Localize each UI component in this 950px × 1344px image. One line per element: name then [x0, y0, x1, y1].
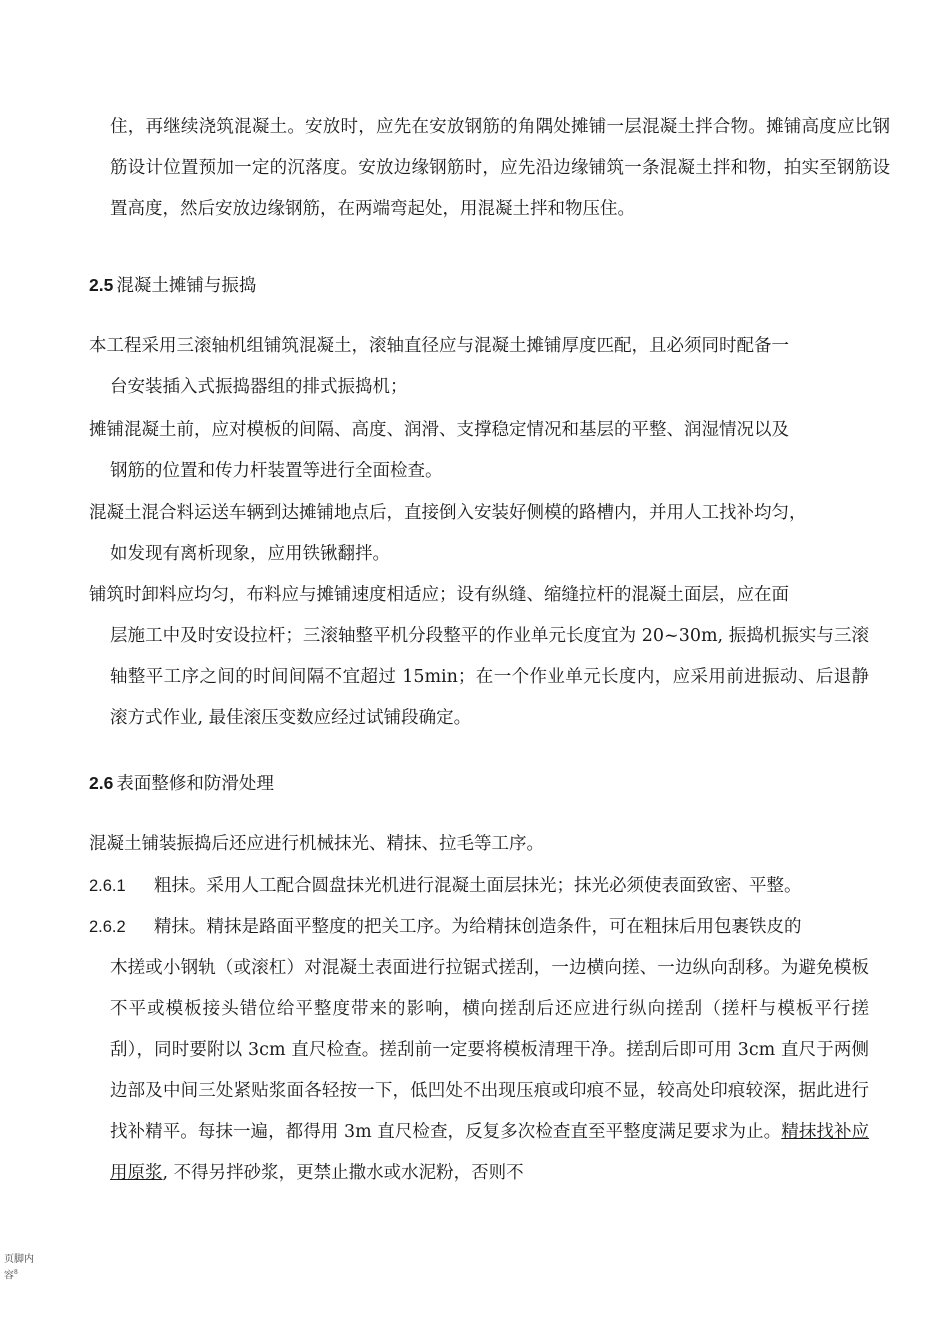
- item-number: 2.6.1: [89, 877, 126, 895]
- page-footer: [4, 1253, 40, 1282]
- paragraph-rest: 如发现有离析现象，应用铁锹翻拌。: [110, 544, 390, 564]
- paragraph-first-line: 本工程采用三滚轴机组铺筑混凝土，滚轴直径应与混凝土摊铺厚度匹配，且必须同时配备一: [89, 336, 789, 356]
- numbered-item-2-6-1: [89, 866, 869, 907]
- underlined-phrase: 精抹找补应用原浆: [110, 1122, 870, 1183]
- paragraph-transport: [89, 493, 869, 575]
- paragraph-pre-inspection: [89, 410, 869, 492]
- paragraph-unloading: [89, 575, 869, 739]
- footer-text: 页脚内容: [4, 1254, 34, 1282]
- paragraph-rest: 层施工中及时安设拉杆；三滚轴整平机分段整平的作业单元长度宜为 20~30m, 振捣机振实与三滚轴整平工序之间的时间间隔不宜超过 15min；在一个作业单元长度内，应采用前进振动、后退静滚方式作业, 最佳滚压变数应经过试铺段确定。: [110, 626, 869, 728]
- paragraph-rolling-axle: [89, 326, 869, 408]
- section-number: 2.6: [89, 773, 114, 793]
- section-title: 表面整修和防滑处理: [116, 774, 274, 794]
- paragraph-continuation: [89, 107, 890, 230]
- paragraph-first-line: 铺筑时卸料应均匀，布料应与摊铺速度相适应；设有纵缝、缩缝拉杆的混凝土面层，应在面: [89, 585, 789, 605]
- numbered-item-2-6-2: [89, 907, 869, 1194]
- page-number: 8: [14, 1269, 18, 1276]
- section-heading-2-5: [89, 270, 256, 301]
- item-first-line: 精抹。精抹是路面平整度的把关工序。为给精抹创造条件，可在粗抹后用包裹铁皮的: [154, 917, 802, 937]
- paragraph-first-line: 混凝土混合料运送车辆到达摊铺地点后，直接倒入安装好侧模的路槽内，并用人工找补均匀，: [89, 503, 807, 523]
- item-rest: [89, 948, 869, 1194]
- item-text: 粗抹。采用人工配合圆盘抹光机进行混凝土面层抹光；抹光必须使表面致密、平整。: [154, 876, 802, 896]
- paragraph-rest: 钢筋的位置和传力杆装置等进行全面检查。: [110, 461, 443, 481]
- section-heading-2-6: [89, 768, 274, 799]
- item-number: 2.6.2: [89, 918, 126, 936]
- paragraph-text: 混凝土铺装振捣后还应进行机械抹光、精抹、拉毛等工序。: [89, 834, 544, 854]
- paragraph-rest: 台安装插入式振捣器组的排式振捣机；: [110, 377, 408, 397]
- paragraph-finishing-intro: [89, 824, 869, 865]
- section-number: 2.5: [89, 275, 114, 295]
- section-title: 混凝土摊铺与振捣: [116, 276, 257, 296]
- paragraph-text: 住，再继续浇筑混凝土。安放时，应先在安放钢筋的角隅处摊铺一层混凝土拌合物。摊铺高度应比钢筋设计位置预加一定的沉落度。安放边缘钢筋时，应先沿边缘铺筑一条混凝土拌和物，拍实至钢筋设置高度，然后安放边缘钢筋，在两端弯起处，用混凝土拌和物压住。: [110, 117, 890, 219]
- item-rest-text: 木搓或小钢轨（或滚杠）对混凝土表面进行拉锯式搓刮，一边横向搓、一边纵向刮移。为避免模板不平或模板接头错位给平整度带来的影响，横向搓刮后还应进行纵向搓刮（搓杆与模板平行搓刮），同时要附以 3cm 直尺检查。搓刮前一定要将模板清理干净。搓刮后即可用 3cm 直尺于两侧边部及中间三处紧贴浆面各轻按一下，低凹处不出现压痕或印痕不显，较高处印痕较深，据此进行找补精平。每抹一遍，都得用 3m 直尺检查，反复多次检查直至平整度满足要求为止。: [110, 958, 869, 1142]
- paragraph-first-line: 摊铺混凝土前，应对模板的间隔、高度、润滑、支撑稳定情况和基层的平整、润湿情况以及: [89, 420, 789, 440]
- item-tail: , 不得另拌砂浆，更禁止撒水或水泥粉，否则不: [162, 1163, 524, 1183]
